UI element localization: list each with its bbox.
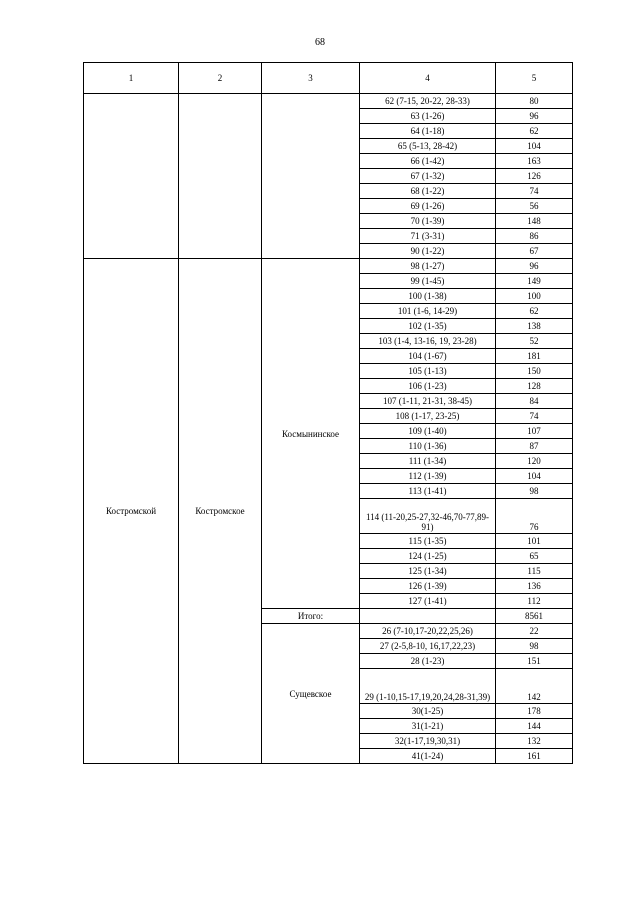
count-cell: 80 [496, 94, 573, 109]
col1-empty [84, 94, 179, 259]
precinct-cell: 90 (1-22) [360, 244, 496, 259]
precinct-cell: 103 (1-4, 13-16, 19, 23-28) [360, 334, 496, 349]
precinct-cell: 109 (1-40) [360, 424, 496, 439]
precinct-cell: 41(1-24) [360, 749, 496, 764]
count-cell: 96 [496, 259, 573, 274]
count-cell: 132 [496, 734, 573, 749]
settlement-cell: Сущевское [262, 624, 360, 764]
count-cell: 56 [496, 199, 573, 214]
precinct-cell: 67 (1-32) [360, 169, 496, 184]
page-number: 68 [315, 37, 325, 48]
precinct-cell: 124 (1-25) [360, 549, 496, 564]
total-empty [360, 609, 496, 624]
col3-empty [262, 94, 360, 259]
precinct-cell: 63 (1-26) [360, 109, 496, 124]
precinct-cell: 99 (1-45) [360, 274, 496, 289]
precinct-cell: 26 (7-10,17-20,22,25,26) [360, 624, 496, 639]
count-cell: 151 [496, 654, 573, 669]
count-cell: 65 [496, 549, 573, 564]
precinct-cell: 107 (1-11, 21-31, 38-45) [360, 394, 496, 409]
precinct-cell: 114 (11-20,25-27,32-46,70-77,89-91) [360, 499, 496, 534]
count-cell: 74 [496, 184, 573, 199]
count-cell: 76 [496, 499, 573, 534]
count-cell: 104 [496, 469, 573, 484]
header-cell-3: 3 [262, 63, 360, 94]
precinct-cell: 100 (1-38) [360, 289, 496, 304]
count-cell: 52 [496, 334, 573, 349]
count-cell: 62 [496, 124, 573, 139]
precinct-cell: 102 (1-35) [360, 319, 496, 334]
precinct-cell: 104 (1-67) [360, 349, 496, 364]
header-cell-5: 5 [496, 63, 573, 94]
document-table [83, 62, 573, 764]
settlement-cell: Космынинское [262, 259, 360, 609]
region-cell: Костромской [84, 259, 179, 764]
table-body [84, 63, 573, 764]
table-row [84, 94, 573, 109]
precinct-cell: 112 (1-39) [360, 469, 496, 484]
header-cell-2: 2 [179, 63, 262, 94]
count-cell: 178 [496, 704, 573, 719]
precinct-cell: 27 (2-5,8-10, 16,17,22,23) [360, 639, 496, 654]
precinct-cell: 70 (1-39) [360, 214, 496, 229]
count-cell: 104 [496, 139, 573, 154]
count-cell: 62 [496, 304, 573, 319]
count-cell: 96 [496, 109, 573, 124]
count-cell: 144 [496, 719, 573, 734]
precinct-cell: 125 (1-34) [360, 564, 496, 579]
count-cell: 138 [496, 319, 573, 334]
count-cell: 112 [496, 594, 573, 609]
count-cell: 128 [496, 379, 573, 394]
precinct-cell: 68 (1-22) [360, 184, 496, 199]
precinct-cell: 108 (1-17, 23-25) [360, 409, 496, 424]
district-cell: Костромское [179, 259, 262, 764]
count-cell: 67 [496, 244, 573, 259]
precinct-cell: 126 (1-39) [360, 579, 496, 594]
precinct-cell: 113 (1-41) [360, 484, 496, 499]
precinct-cell: 65 (5-13, 28-42) [360, 139, 496, 154]
count-cell: 150 [496, 364, 573, 379]
precinct-cell: 110 (1-36) [360, 439, 496, 454]
count-cell: 101 [496, 534, 573, 549]
precinct-cell: 69 (1-26) [360, 199, 496, 214]
count-cell: 84 [496, 394, 573, 409]
count-cell: 163 [496, 154, 573, 169]
precinct-cell: 115 (1-35) [360, 534, 496, 549]
count-cell: 126 [496, 169, 573, 184]
count-cell: 98 [496, 639, 573, 654]
precinct-cell: 30(1-25) [360, 704, 496, 719]
precinct-cell: 111 (1-34) [360, 454, 496, 469]
count-cell: 86 [496, 229, 573, 244]
precinct-cell: 28 (1-23) [360, 654, 496, 669]
col2-empty [179, 94, 262, 259]
precinct-cell: 105 (1-13) [360, 364, 496, 379]
count-cell: 115 [496, 564, 573, 579]
count-cell: 148 [496, 214, 573, 229]
precinct-cell: 29 (1-10,15-17,19,20,24,28-31,39) [360, 669, 496, 704]
count-cell: 149 [496, 274, 573, 289]
header-cell-4: 4 [360, 63, 496, 94]
table-row [84, 259, 573, 274]
precinct-cell: 31(1-21) [360, 719, 496, 734]
header-cell-1: 1 [84, 63, 179, 94]
precinct-cell: 127 (1-41) [360, 594, 496, 609]
count-cell: 22 [496, 624, 573, 639]
total-value: 8561 [496, 609, 573, 624]
count-cell: 181 [496, 349, 573, 364]
count-cell: 142 [496, 669, 573, 704]
precinct-cell: 71 (3-31) [360, 229, 496, 244]
total-label: Итого: [262, 609, 360, 624]
precinct-cell: 64 (1-18) [360, 124, 496, 139]
precinct-cell: 66 (1-42) [360, 154, 496, 169]
precinct-cell: 106 (1-23) [360, 379, 496, 394]
count-cell: 100 [496, 289, 573, 304]
count-cell: 136 [496, 579, 573, 594]
count-cell: 120 [496, 454, 573, 469]
precinct-cell: 101 (1-6, 14-29) [360, 304, 496, 319]
precinct-cell: 32(1-17,19,30,31) [360, 734, 496, 749]
count-cell: 107 [496, 424, 573, 439]
count-cell: 98 [496, 484, 573, 499]
precinct-cell: 98 (1-27) [360, 259, 496, 274]
header-row [84, 63, 573, 94]
count-cell: 87 [496, 439, 573, 454]
count-cell: 161 [496, 749, 573, 764]
precinct-cell: 62 (7-15, 20-22, 28-33) [360, 94, 496, 109]
count-cell: 74 [496, 409, 573, 424]
